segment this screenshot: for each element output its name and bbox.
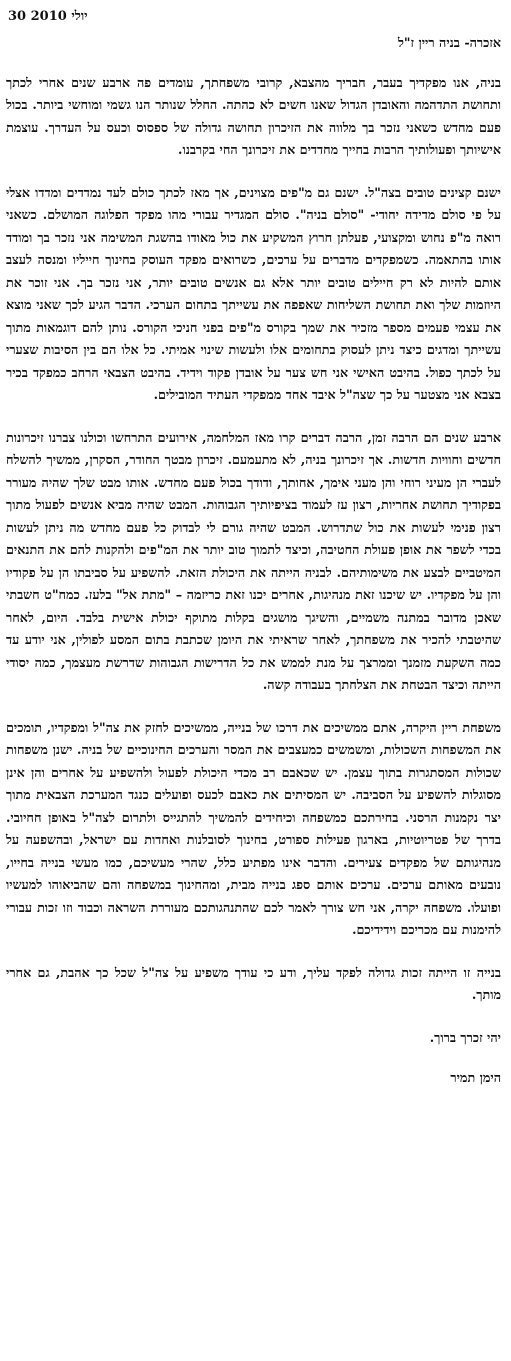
signature: הימן תמיר (450, 1070, 501, 1085)
paragraph-4: משפחת ריין היקרה, אתם ממשיכים את דרכו של בנייה, ממשיכים לחזק את צה"ל ומפקדיו, תומכים את המשפחות השכולות, ומשמשים כמעצבים את המסר והערכים החינוכיים של בניה. ישנן משפחות שכולות המסתגרות בתוך עצמן. יש שכאבם רב מכדי היכולת לפעול ולהשפיע על אחרים והן אינן מסוגלות להשפיע על הסביבה. יש המסיתים את כאבם לכעס ופועלים כנגד המערכת הצבאית מתוך יצר נקמנות הרסני. בחירתכם כמשפחה וכיחידים להמשיך להתגייס ולתרום לצה"ל באופן חחיובי. בדרך של פטריוטיות, בארגון פעילות ספורט, בחינוך לסובלנות ואחדות עם ישראל, ובהשפעה על מנהיגותם של מפקדים צעירים. והדבר אינו מפתיע כלל, שהרי מעשיכם, כמו מעשי בנייה בחייו, נובעים מאותם ערכים. ערכים אותם ספג בנייה מבית, ומהחינוך במשפחה והם שהביאוהו למעשיו ופועלו. משפחה יקרה, אני חש צורך לאמר לכם שהתנהגותכם מעוררת השראה וכבוד וזו זכות עבורי להימנות עם מכריכם וידידיכם. (6, 719, 501, 937)
closing-line: יהי זכרך ברוך. (429, 1029, 501, 1045)
document-title: אזכרה- בניה ריין ז"ל (398, 35, 501, 50)
paragraph-2: ישנם קצינים טובים בצה"ל. ישנם גם מ"פים מצוינים, אך מאז לכתך כולם לעד נמדדים ומדדו אצלי על פי סולם מדידה יחודי- "סולם בניה". סולם המגדיר עבורי מהו מפקד הפלוגה המושלם. כשאני רואה מ"פ נחוש ומקצועי, פעלתן חרוץ המשקיע את כול מאודו בהשגת המשימה אני נזכר בך ומודד אותו בהתאמה. כשמפקדים מדברים על ערכים, כשרואים מפקד העוסק בחינוך חייליו ומנסה לעצב אותם להיות לא רק חיילים טובים יותר אלא גם אנשים טובים יותר, אני נזכר בך. אני זוכר את היוזמות שלך ואת תחושת השליחות שאפפה את עשייתך בתחום הערכי. הדבר הגיע לכך שאני מוצא את עצמי פעמים מספר מזכיר את שמך בקורס מ"פים בפני חניכי הקורס. נותן להם דוגמאות מתוך עשייתך ומדגים כיצד ניתן לעסוק בתחומים אלו ולעשות שינוי אמיתי. כל אלו הם בין הסיבות שצערי על לכתך כפול. בהיבט האישי אני חש צער על אובדן פקוד וידיד. בהיבט הצבאי הרחב כמפקד בכיר בצבא אני מצטער על כך שצה"ל איבד אחד ממפקדי העתיד המובילים. (6, 184, 501, 402)
document-date: 30 יולי 2010 (8, 9, 88, 24)
paragraph-5: בנייה זו הייתה זכות גדולה לפקד עליך, ודע כי עודך משפיע על צה"ל שכל כך אהבת, גם אחרי מותך. (6, 964, 501, 1002)
paragraph-3: ארבע שנים הם הרבה זמן, הרבה דברים קרו מאז המלחמה, אירועים התרחשו וכולנו צברנו זיכרונות חדשים וחוויות חדשות. אך זיכרונך בניה, לא מתעמעם. זיכרון מבטך החודר, הסקרן, ממשיך להשלח לעברי הן מעיני רוחי והן מעני אימך, אחותך, ודודך בכול פעם מחדש. אותו מבט שלך שהיה מעורר בפקודיך תחושת אחריות, רצון עז לעמוד בציפיותיך הגבוהות. המבט שהיה מביא אנשים לפעול מתוך רצון פנימי לעשות את כול שתדרוש. המבט שהיה גורם לי לבדוק כל פעם מחדש מה ניתן לעשות בכדי לשפר את אופן פעולת החטיבה, וכיצד לתמוך טוב יותר את המ"פים ולהקנות להם את התנאים המיטביים לבצע את משימותיהם. לבניה הייתה את היכולת הזאת. להשפיע על סביבתו הן על פקודיו והן על מפקדיו. יש שיכנו זאת מנהיגות, אחרים יכנו זאת כריזמה – "מתת אל" בלעז. כמח"ט חשבתי שאכן מדובר במתנה משמיים, והשיגך מושגים בקלות מתוקף יכולת אישית בלבד. היום, לאחר שהיטבתי להכיר את משפחתך, לאחר שראיתי את היומן שכתבת בתום המסע לפולין, אני יודע עד כמה השקעת מזמנך וממרצך על מנת לממש את כל הדרישות הגבוהות שדרשת מעצמך, כמה יסודי הייתה וכיצד הבטחת את הצלחתך בעבודה קשה. (6, 429, 501, 692)
paragraph-1: בניה, אנו מפקדיך בעבר, חבריך מהצבא, קרובי משפחתך, עומדים פה ארבע שנים אחרי לכתך ותחושת התדהמה והאובדן הגדול שאנו חשים לא כהתה. החלל שנותר הנו גשמי ומוחשי ביותר. בכול פעם מחדש כשאני נזכר בך מלווה את הזיכרון תחושה גדולה של ספסוס וכעס על העדרך. עוצמת אישיותך ופעולותיך הרבות בחייך מחדדים את זיכרונך החי בקרבנו. (6, 74, 501, 157)
document-body (6, 32, 501, 1090)
